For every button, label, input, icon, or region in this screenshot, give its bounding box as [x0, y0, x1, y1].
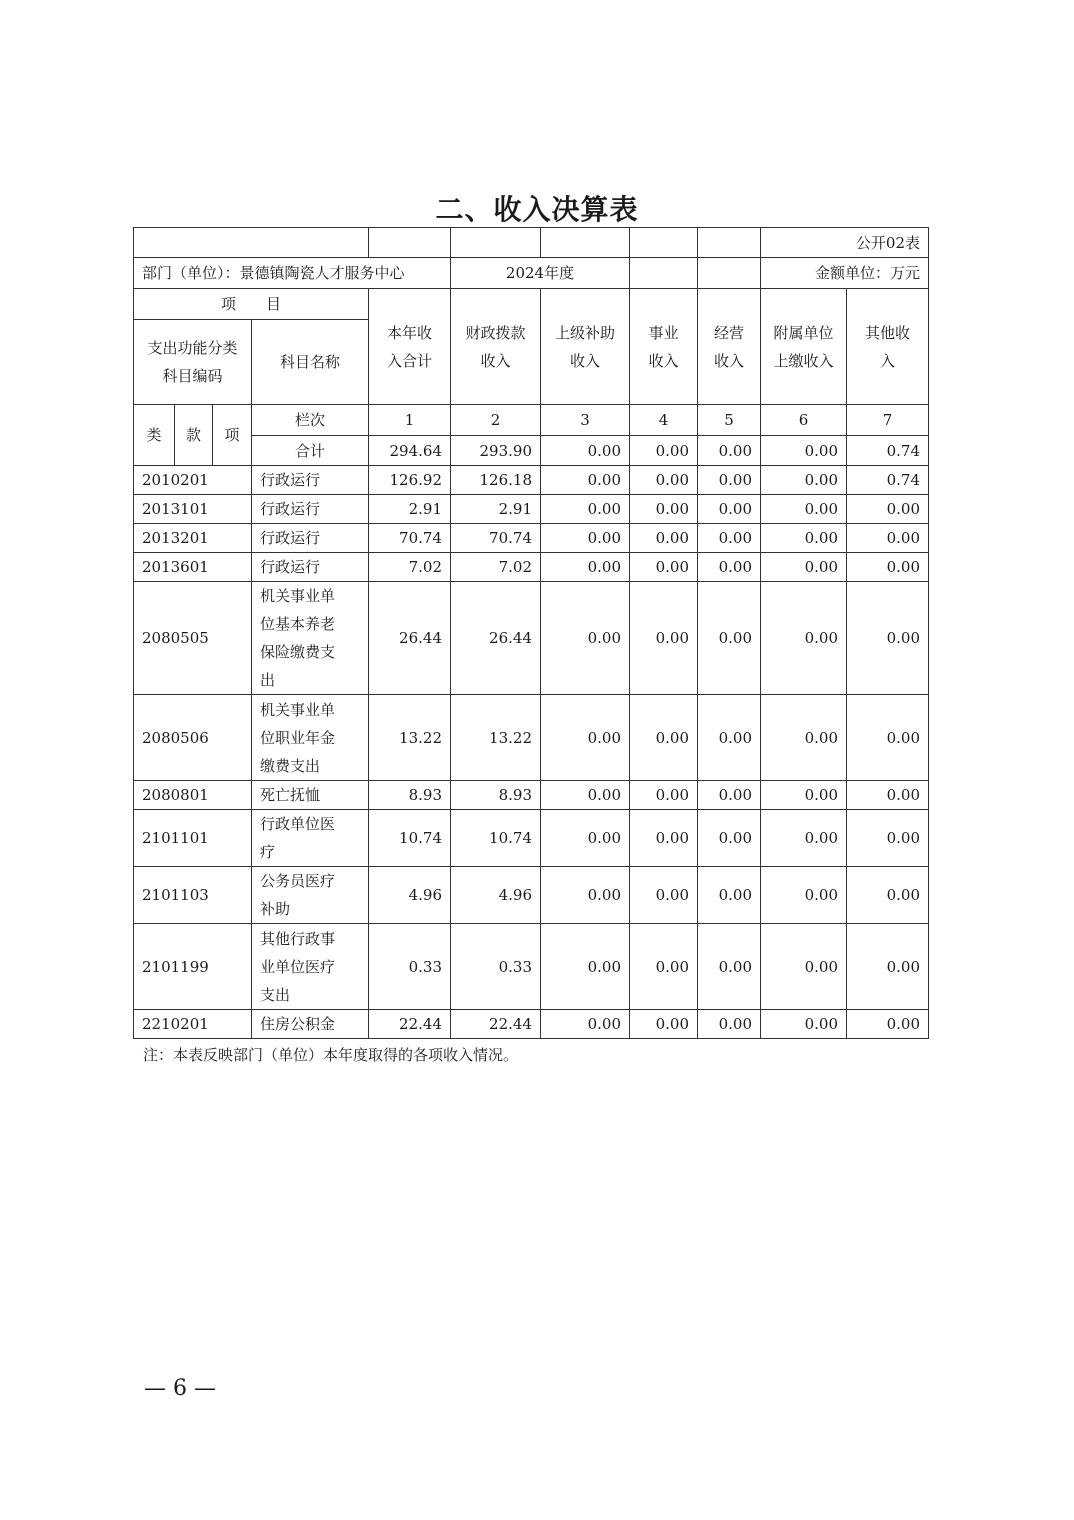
total-row — [134, 436, 929, 466]
row-value-col1: 2.91 — [369, 495, 451, 524]
col-number-7: 7 — [847, 405, 929, 436]
row-value-col7: 0.00 — [847, 524, 929, 553]
row-value-col5: 0.00 — [698, 781, 761, 810]
row-value-col6: 0.00 — [761, 524, 847, 553]
row-value-col3: 0.00 — [541, 495, 630, 524]
col-number-6: 6 — [761, 405, 847, 436]
unit-label: 金额单位：万元 — [761, 258, 929, 289]
row-value-col4: 0.00 — [630, 582, 698, 695]
row-value-col5: 0.00 — [698, 924, 761, 1010]
row-subject-name: 行政单位医 疗 — [252, 810, 369, 867]
row-value-col1: 26.44 — [369, 582, 451, 695]
row-value-col2: 7.02 — [451, 553, 541, 582]
row-value-col4: 0.00 — [630, 553, 698, 582]
row-value-col6: 0.00 — [761, 466, 847, 495]
row-subject-name: 机关事业单 位职业年金 缴费支出 — [252, 695, 369, 781]
form-code: 公开02表 — [761, 228, 929, 258]
row-value-col6: 0.00 — [761, 867, 847, 924]
row-code: 2013601 — [134, 553, 252, 582]
row-value-col6: 0.00 — [761, 553, 847, 582]
row-code: 2010201 — [134, 466, 252, 495]
total-label: 合计 — [252, 436, 369, 466]
table-note: 注：本表反映部门（单位）本年度取得的各项收入情况。 — [143, 1046, 519, 1064]
row-value-col3: 0.00 — [541, 810, 630, 867]
row-code: 2080506 — [134, 695, 252, 781]
row-value-col3: 0.00 — [541, 867, 630, 924]
col-number-1: 1 — [369, 405, 451, 436]
row-value-col3: 0.00 — [541, 695, 630, 781]
table-row — [134, 695, 929, 781]
total-value: 0.00 — [698, 436, 761, 466]
row-value-col7: 0.00 — [847, 924, 929, 1010]
header-subject-name: 科目名称 — [252, 320, 369, 405]
row-value-col4: 0.00 — [630, 1010, 698, 1039]
row-value-col4: 0.00 — [630, 781, 698, 810]
header-col4: 事业 收入 — [630, 289, 698, 405]
row-value-col1: 10.74 — [369, 810, 451, 867]
row-value-col6: 0.00 — [761, 1010, 847, 1039]
col-number-4: 4 — [630, 405, 698, 436]
row-code: 2013101 — [134, 495, 252, 524]
row-value-col5: 0.00 — [698, 867, 761, 924]
row-value-col4: 0.00 — [630, 524, 698, 553]
row-value-col2: 22.44 — [451, 1010, 541, 1039]
row-value-col7: 0.00 — [847, 582, 929, 695]
header-kuan: 款 — [175, 405, 213, 466]
row-value-col6: 0.00 — [761, 810, 847, 867]
income-table — [133, 227, 929, 1039]
row-code: 2013201 — [134, 524, 252, 553]
row-value-col5: 0.00 — [698, 582, 761, 695]
row-code: 2080801 — [134, 781, 252, 810]
row-value-col5: 0.00 — [698, 553, 761, 582]
year-label: 2024年度 — [451, 258, 630, 289]
row-value-col4: 0.00 — [630, 695, 698, 781]
row-code: 2080505 — [134, 582, 252, 695]
row-value-col4: 0.00 — [630, 466, 698, 495]
row-subject-name: 公务员医疗 补助 — [252, 867, 369, 924]
row-value-col2: 0.33 — [451, 924, 541, 1010]
row-value-col3: 0.00 — [541, 924, 630, 1010]
department-label: 部门（单位）：景德镇陶瓷人才服务中心 — [134, 258, 451, 289]
row-code: 2101199 — [134, 924, 252, 1010]
header-col5: 经营 收入 — [698, 289, 761, 405]
row-subject-name: 行政运行 — [252, 553, 369, 582]
row-value-col5: 0.00 — [698, 1010, 761, 1039]
row-value-col1: 70.74 — [369, 524, 451, 553]
row-value-col2: 13.22 — [451, 695, 541, 781]
row-subject-name: 住房公积金 — [252, 1010, 369, 1039]
row-value-col7: 0.00 — [847, 553, 929, 582]
row-code: 2101103 — [134, 867, 252, 924]
table-row — [134, 553, 929, 582]
row-code: 2210201 — [134, 1010, 252, 1039]
row-value-col7: 0.00 — [847, 810, 929, 867]
table-row — [134, 495, 929, 524]
row-value-col4: 0.00 — [630, 810, 698, 867]
row-value-col7: 0.74 — [847, 466, 929, 495]
total-value: 0.00 — [761, 436, 847, 466]
header-lanci: 栏次 — [252, 405, 369, 436]
table-row — [134, 924, 929, 1010]
row-value-col5: 0.00 — [698, 810, 761, 867]
row-value-col6: 0.00 — [761, 781, 847, 810]
row-value-col2: 70.74 — [451, 524, 541, 553]
row-value-col1: 4.96 — [369, 867, 451, 924]
row-value-col4: 0.00 — [630, 867, 698, 924]
table-row — [134, 524, 929, 553]
table-row — [134, 781, 929, 810]
page-title: 二、收入决算表 — [435, 193, 639, 226]
total-value: 293.90 — [451, 436, 541, 466]
row-subject-name: 机关事业单 位基本养老 保险缴费支 出 — [252, 582, 369, 695]
total-value: 0.00 — [630, 436, 698, 466]
row-value-col4: 0.00 — [630, 924, 698, 1010]
row-value-col5: 0.00 — [698, 695, 761, 781]
row-value-col1: 126.92 — [369, 466, 451, 495]
row-value-col3: 0.00 — [541, 582, 630, 695]
row-value-col3: 0.00 — [541, 466, 630, 495]
row-value-col7: 0.00 — [847, 1010, 929, 1039]
table-row — [134, 466, 929, 495]
table-row — [134, 810, 929, 867]
header-col7: 其他收 入 — [847, 289, 929, 405]
row-value-col2: 126.18 — [451, 466, 541, 495]
col-number-2: 2 — [451, 405, 541, 436]
table-row — [134, 1010, 929, 1039]
row-subject-name: 行政运行 — [252, 495, 369, 524]
header-project: 项 目 — [134, 289, 369, 320]
row-value-col7: 0.00 — [847, 781, 929, 810]
header-lei: 类 — [134, 405, 175, 466]
header-col1: 本年收 入合计 — [369, 289, 451, 405]
total-value: 0.00 — [541, 436, 630, 466]
header-col3: 上级补助 收入 — [541, 289, 630, 405]
row-value-col3: 0.00 — [541, 553, 630, 582]
total-value: 294.64 — [369, 436, 451, 466]
row-code: 2101101 — [134, 810, 252, 867]
row-value-col2: 4.96 — [451, 867, 541, 924]
header-code-group: 支出功能分类 科目编码 — [134, 320, 252, 405]
row-value-col1: 7.02 — [369, 553, 451, 582]
header-col6: 附属单位 上缴收入 — [761, 289, 847, 405]
row-value-col6: 0.00 — [761, 495, 847, 524]
row-value-col2: 26.44 — [451, 582, 541, 695]
row-value-col7: 0.00 — [847, 495, 929, 524]
row-subject-name: 死亡抚恤 — [252, 781, 369, 810]
row-value-col5: 0.00 — [698, 466, 761, 495]
row-value-col1: 0.33 — [369, 924, 451, 1010]
header-xiang: 项 — [213, 405, 252, 466]
row-value-col1: 22.44 — [369, 1010, 451, 1039]
row-value-col2: 8.93 — [451, 781, 541, 810]
table-row — [134, 867, 929, 924]
row-value-col7: 0.00 — [847, 695, 929, 781]
row-subject-name: 行政运行 — [252, 466, 369, 495]
row-subject-name: 行政运行 — [252, 524, 369, 553]
row-value-col1: 13.22 — [369, 695, 451, 781]
row-value-col4: 0.00 — [630, 495, 698, 524]
row-value-col1: 8.93 — [369, 781, 451, 810]
page-number: — 6 — — [144, 1376, 216, 1401]
row-value-col6: 0.00 — [761, 582, 847, 695]
row-subject-name: 其他行政事 业单位医疗 支出 — [252, 924, 369, 1010]
table-row — [134, 582, 929, 695]
header-col2: 财政拨款 收入 — [451, 289, 541, 405]
row-value-col6: 0.00 — [761, 695, 847, 781]
total-value: 0.74 — [847, 436, 929, 466]
row-value-col2: 2.91 — [451, 495, 541, 524]
row-value-col5: 0.00 — [698, 495, 761, 524]
row-value-col3: 0.00 — [541, 524, 630, 553]
row-value-col2: 10.74 — [451, 810, 541, 867]
row-value-col5: 0.00 — [698, 524, 761, 553]
row-value-col3: 0.00 — [541, 1010, 630, 1039]
row-value-col7: 0.00 — [847, 867, 929, 924]
row-value-col3: 0.00 — [541, 781, 630, 810]
row-value-col6: 0.00 — [761, 924, 847, 1010]
col-number-3: 3 — [541, 405, 630, 436]
col-number-5: 5 — [698, 405, 761, 436]
